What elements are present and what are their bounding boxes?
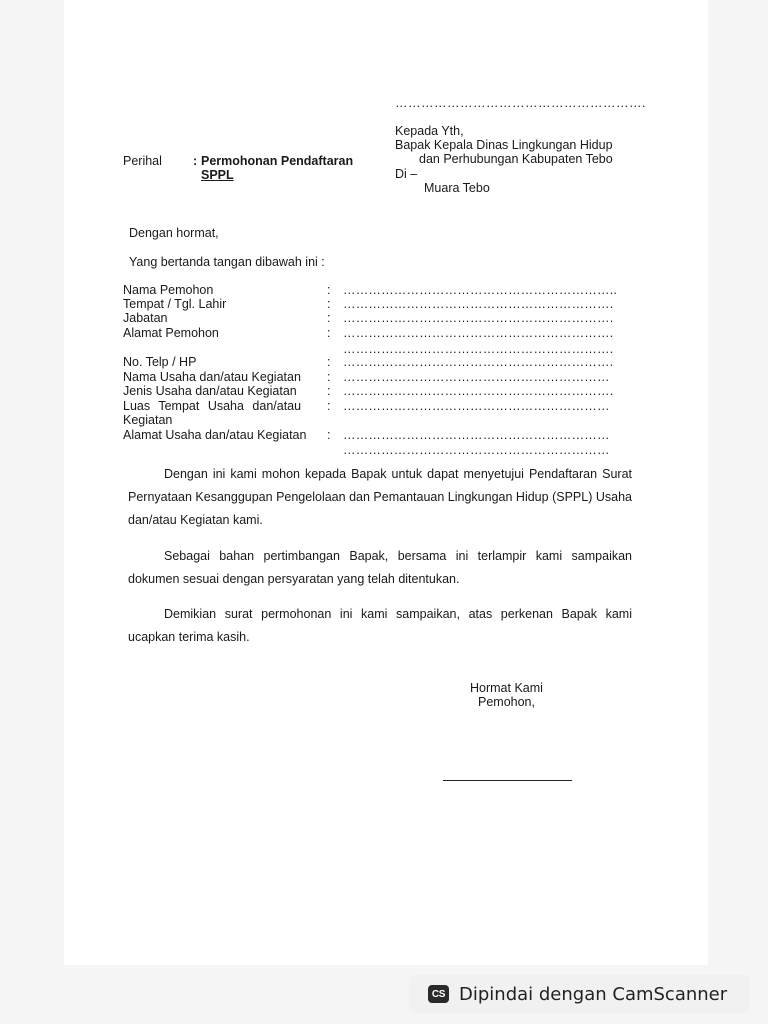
paragraph-text: Sebagai bahan pertimbangan Bapak, bersama ini terlampir kami sampaikan dokumen sesuai dengan persyaratan yang telah ditentukan. (128, 549, 632, 586)
camscanner-text: Dipindai dengan CamScanner (459, 983, 728, 1005)
camscanner-icon: CS (428, 985, 449, 1003)
field-label-kegiatan: Kegiatan (123, 413, 173, 427)
field-label-nama-usaha: Nama Usaha dan/atau Kegiatan (123, 370, 301, 384)
field-dots-alamat-usaha-2: ……………………………………………………… (343, 443, 610, 457)
perihal-value-line-2: SPPL (201, 168, 234, 182)
field-colon: : (327, 428, 331, 442)
perihal-label: Perihal (123, 154, 162, 168)
field-dots-alamat-pemohon: ………………………………………………………. (343, 326, 614, 340)
field-label-no-telp: No. Telp / HP (123, 355, 197, 369)
closing-applicant: Pemohon, (478, 695, 535, 709)
greeting: Dengan hormat, (129, 226, 219, 240)
field-colon: : (327, 283, 331, 297)
field-dots-jabatan: ………………………………………………………. (343, 311, 614, 325)
recipient-line-1: Bapak Kepala Dinas Lingkungan Hidup (395, 138, 613, 152)
paragraph-text: Dengan ini kami mohon kepada Bapak untuk dapat menyetujui Pendaftaran Surat Pernyataan Kesanggupan Pengelolaan dan Pemantauan Lingkungan Hidup (SPPL) Usaha dan/atau Kegiatan kami. (128, 467, 632, 527)
kepada-yth: Kepada Yth, (395, 124, 464, 138)
field-colon: : (327, 297, 331, 311)
perihal-value-line-1: Permohonan Pendaftaran (201, 154, 354, 168)
date-placeholder: …………………………………………………. (395, 96, 646, 110)
paragraph-text: Demikian surat permohonan ini kami sampaikan, atas perkenan Bapak kami ucapkan terima kasih. (128, 607, 632, 644)
field-dots-nama-pemohon: ……………………………………………………….. (343, 283, 618, 297)
field-dots-no-telp: ………………………………………………………. (343, 355, 614, 369)
paragraph-request (128, 463, 632, 532)
field-dots-tempat-tgl-lahir: ………………………………………………………. (343, 297, 614, 311)
field-label-alamat-pemohon: Alamat Pemohon (123, 326, 219, 340)
field-colon: : (327, 384, 331, 398)
field-dots-nama-usaha: ……………………………………………………… (343, 370, 610, 384)
field-label-nama-pemohon: Nama Pemohon (123, 283, 214, 297)
field-label-alamat-usaha: Alamat Usaha dan/atau Kegiatan (123, 428, 307, 442)
paragraph-closing (128, 603, 632, 649)
camscanner-watermark (409, 975, 749, 1013)
field-colon: : (327, 370, 331, 384)
field-colon: : (327, 355, 331, 369)
field-label-jabatan: Jabatan (123, 311, 168, 325)
paragraph-attachment (128, 545, 632, 591)
field-dots-luas-tempat: ……………………………………………………… (343, 399, 610, 413)
recipient-place: Muara Tebo (424, 181, 490, 195)
field-dots-alamat-pemohon-2: ………………………………………………………. (343, 342, 614, 356)
field-colon: : (327, 326, 331, 340)
field-label-jenis-usaha: Jenis Usaha dan/atau Kegiatan (123, 384, 297, 398)
field-label-luas-tempat: Luas Tempat Usaha dan/atau (123, 399, 302, 413)
field-label-tempat-tgl-lahir: Tempat / Tgl. Lahir (123, 297, 227, 311)
recipient-line-2: dan Perhubungan Kabupaten Tebo (419, 152, 613, 166)
di-label: Di – (395, 167, 418, 181)
field-colon: : (327, 399, 331, 413)
perihal-sep: : (193, 154, 198, 168)
field-dots-jenis-usaha: ………………………………………………………. (343, 384, 614, 398)
field-colon: : (327, 311, 331, 325)
closing-regards: Hormat Kami (470, 681, 543, 695)
field-dots-alamat-usaha: ……………………………………………………… (343, 428, 610, 442)
intro-line: Yang bertanda tangan dibawah ini : (129, 255, 325, 269)
signature-line (443, 780, 572, 781)
